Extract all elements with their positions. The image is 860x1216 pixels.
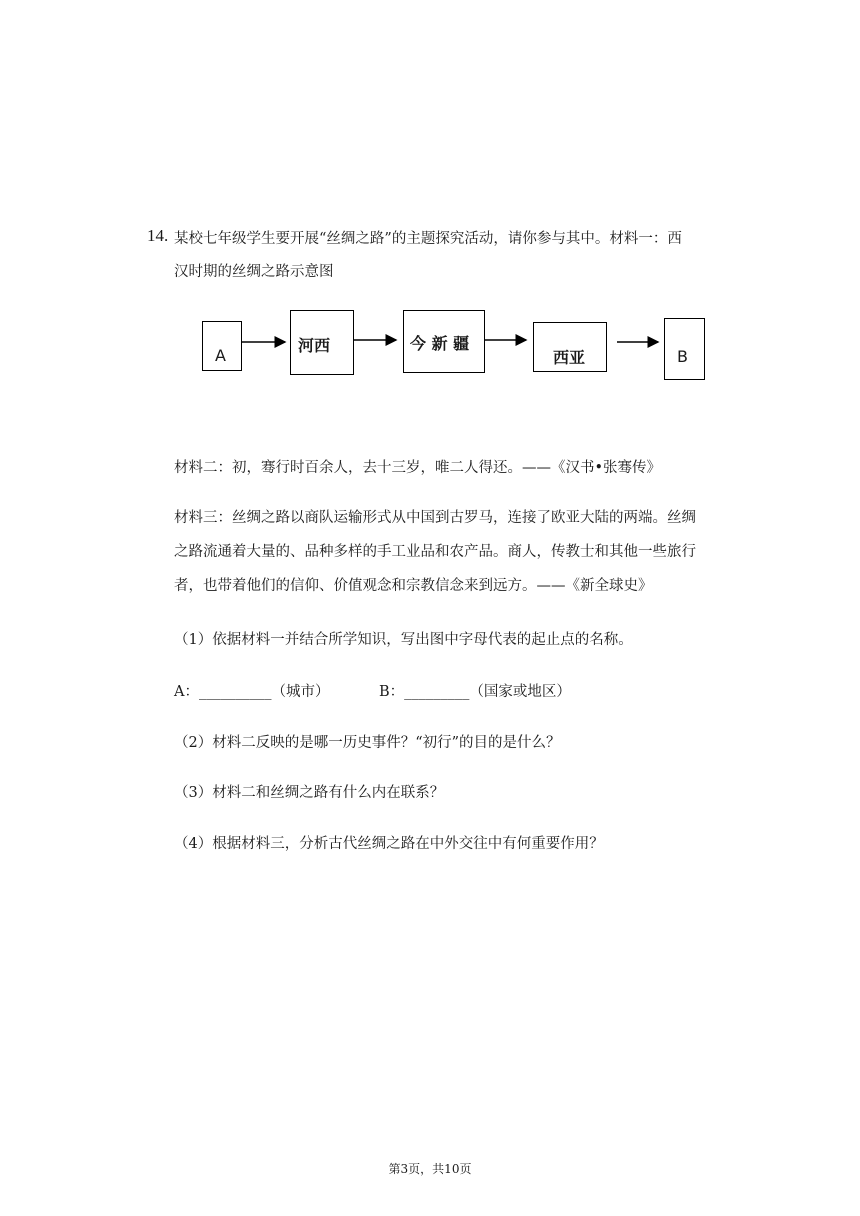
box-hexi-label: 河西 <box>298 336 331 355</box>
box-b <box>664 318 705 380</box>
box-hexi <box>290 310 354 375</box>
question-text-line-1: 某校七年级学生要开展“丝绸之路”的主题探究活动，请你参与其中。材料一：西 <box>174 231 682 247</box>
sub-question-4: （4）根据材料三，分析古代丝绸之路在中外交往中有何重要作用？ <box>174 836 604 852</box>
question-number: 14. <box>147 226 169 245</box>
box-west-asia-label: 西亚 <box>553 348 586 367</box>
silk-road-diagram <box>0 0 860 400</box>
page-footer: 第3页，共10页 <box>388 1162 472 1176</box>
sub-question-1: （1）依据材料一并结合所学知识，写出图中字母代表的起止点的名称。 <box>174 632 633 648</box>
box-xinjiang <box>403 310 485 373</box>
material-3-line-3: 者，也带着他们的信仰、价值观念和宗教信念来到远方。——《新全球史》 <box>174 578 653 594</box>
box-west-asia <box>533 322 607 372</box>
answer-a-label: A：__________（城市） <box>174 684 330 700</box>
material-3-line-2: 之路流通着大量的、品种多样的手工业品和农产品。商人，传教士和其他一些旅行 <box>174 544 696 560</box>
box-b-label: B <box>677 347 688 366</box>
material-2: 材料二：初，骞行时百余人，去十三岁，唯二人得还。——《汉书•张骞传》 <box>174 460 662 476</box>
sub-question-3: （3）材料二和丝绸之路有什么内在联系？ <box>174 785 445 801</box>
question-text-line-2: 汉时期的丝绸之路示意图 <box>174 264 334 280</box>
material-3-line-1: 材料三：丝绸之路以商队运输形式从中国到古罗马，连接了欧亚大陆的两端。丝绸 <box>174 510 696 526</box>
box-a-label: A <box>215 346 226 365</box>
box-a <box>202 321 242 371</box>
sub-question-2: （2）材料二反映的是哪一历史事件？“初行”的目的是什么？ <box>174 735 561 751</box>
answer-b-label: B：_________（国家或地区） <box>379 684 571 700</box>
box-xinjiang-label: 今 新 疆 <box>410 334 470 353</box>
